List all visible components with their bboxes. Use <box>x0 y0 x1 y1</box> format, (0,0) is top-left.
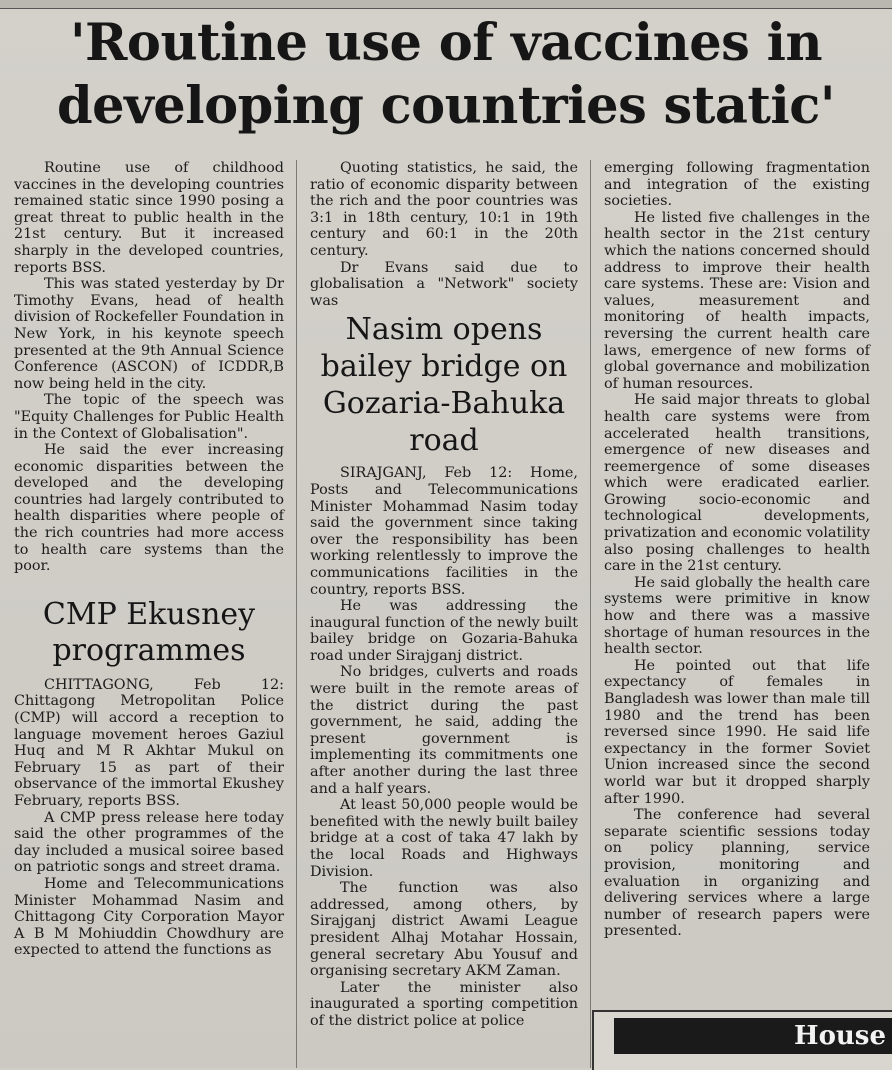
article-paragraph: He listed five challenges in the health sector in the 21st century which the nations concerned should address to improve their health care systems. These are: Vision and values, measurement and monitoring of health impacts, reversing the current health care laws, emergence of new forms of global governance and mobilization of human resources. <box>604 209 870 392</box>
article-paragraph: Dr Evans said due to globalisation a "Network" society was <box>310 259 578 309</box>
article-paragraph: He said globally the health care systems were primitive in know how and there was a massive shortage of human resources in the health sector. <box>604 574 870 658</box>
article-paragraph: Home and Telecommunications Minister Mohammad Nasim and Chittagong City Corporation Mayor A B M Mohiuddin Chowdhury are expected to attend the functions as <box>14 875 284 959</box>
cmp-headline: CMP Ekusney programmes <box>42 596 256 668</box>
article-paragraph: The function was also addressed, among others, by Sirajganj district Awami League president Alhaj Motahar Hossain, general secretary Abu Yousuf and organising secretary AKM Zaman. <box>310 880 578 980</box>
article-paragraph: This was stated yesterday by Dr Timothy Evans, head of health division of Rockefeller Foundation in New York, in his keynote speech presented at the 9th Annual Science Conference (ASCON) of ICDDR,B now being held in the city. <box>14 276 284 392</box>
article-paragraph: The conference had several separate scientific sessions today on policy planning, service provision, monitoring and evaluation in organizing and delivering services where a large number of research papers were presented. <box>604 807 870 940</box>
column-rule <box>296 160 297 1068</box>
article-paragraph: emerging following fragmentation and integration of the existing societies. <box>604 160 870 210</box>
article-paragraph: At least 50,000 people would be benefited with the newly built bailey bridge at a cost of taka 47 lakh by the local Roads and Highways Division. <box>310 797 578 880</box>
column-1 <box>14 160 284 959</box>
article-paragraph: Later the minister also inaugurated a sporting competition of the district police at police <box>310 979 578 1029</box>
article-paragraph: Quoting statistics, he said, the ratio of economic disparity between the rich and the poor countries was 3:1 in 18th century, 10:1 in 19th century and 60:1 in the 20th century. <box>310 160 578 259</box>
article-paragraph: Routine use of childhood vaccines in the developing countries remained static since 1990 posing a great threat to public health in the 21st century. But it increased sharply in the developed countries, reports BSS. <box>14 160 284 276</box>
article-paragraph: CHITTAGONG, Feb 12: Chittagong Metropolitan Police (CMP) will accord a reception to language movement heroes Gaziul Huq and M R Akhtar Mukul on February 15 as part of their observance of the immortal Ekushey February, reports BSS. <box>14 676 284 809</box>
ad-title: House <box>614 1018 892 1054</box>
article-paragraph: He was addressing the inaugural function of the newly built bailey bridge on Gozaria-Bahuka road under Sirajganj district. <box>310 598 578 664</box>
top-rule <box>0 0 892 9</box>
nasim-headline: Nasim opens bailey bridge on Gozaria-Bahuka road <box>320 312 568 459</box>
article-paragraph: He said major threats to global health care systems were from accelerated health transitions, emergence of new diseases and reemergence of some diseases which were eradicated earlier. Growing socio-economic and technological developments, privatization and economic volatility also posing challenges to health care in the 21st century. <box>604 392 871 575</box>
article-paragraph: SIRAJGANJ, Feb 12: Home, Posts and Telecommunications Minister Mohammad Nasim today said the government since taking over the responsibility has been working relentlessly to improve the communications facilities in the country, reports BSS. <box>310 465 578 598</box>
article-paragraph: A CMP press release here today said the other programmes of the day included a musical soiree based on patriotic songs and street drama. <box>14 809 284 876</box>
main-headline: 'Routine use of vaccines in developing countries static' <box>57 13 835 136</box>
column-3 <box>604 160 870 940</box>
column-rule <box>590 160 591 1068</box>
article-paragraph: He said the ever increasing economic disparities between the developed and the developing countries had largely contributed to health disparities where people of the rich countries had more access to health care systems than the poor. <box>14 442 284 575</box>
article-paragraph: He pointed out that life expectancy of females in Bangladesh was lower than male till 1980 and the trend has been reversed since 1990. He said life expectancy in the former Soviet Union increased since the second world war but it dropped sharply after 1990. <box>604 657 870 807</box>
article-paragraph: No bridges, culverts and roads were built in the remote areas of the district during the past government, he said, adding the present government is implementing its commitments one after another during the last three and a half years. <box>310 664 578 797</box>
article-paragraph: The topic of the speech was "Equity Challenges for Public Health in the Context of Globalisation". <box>14 392 284 442</box>
column-2 <box>310 160 578 1030</box>
ad-box <box>592 1010 892 1070</box>
